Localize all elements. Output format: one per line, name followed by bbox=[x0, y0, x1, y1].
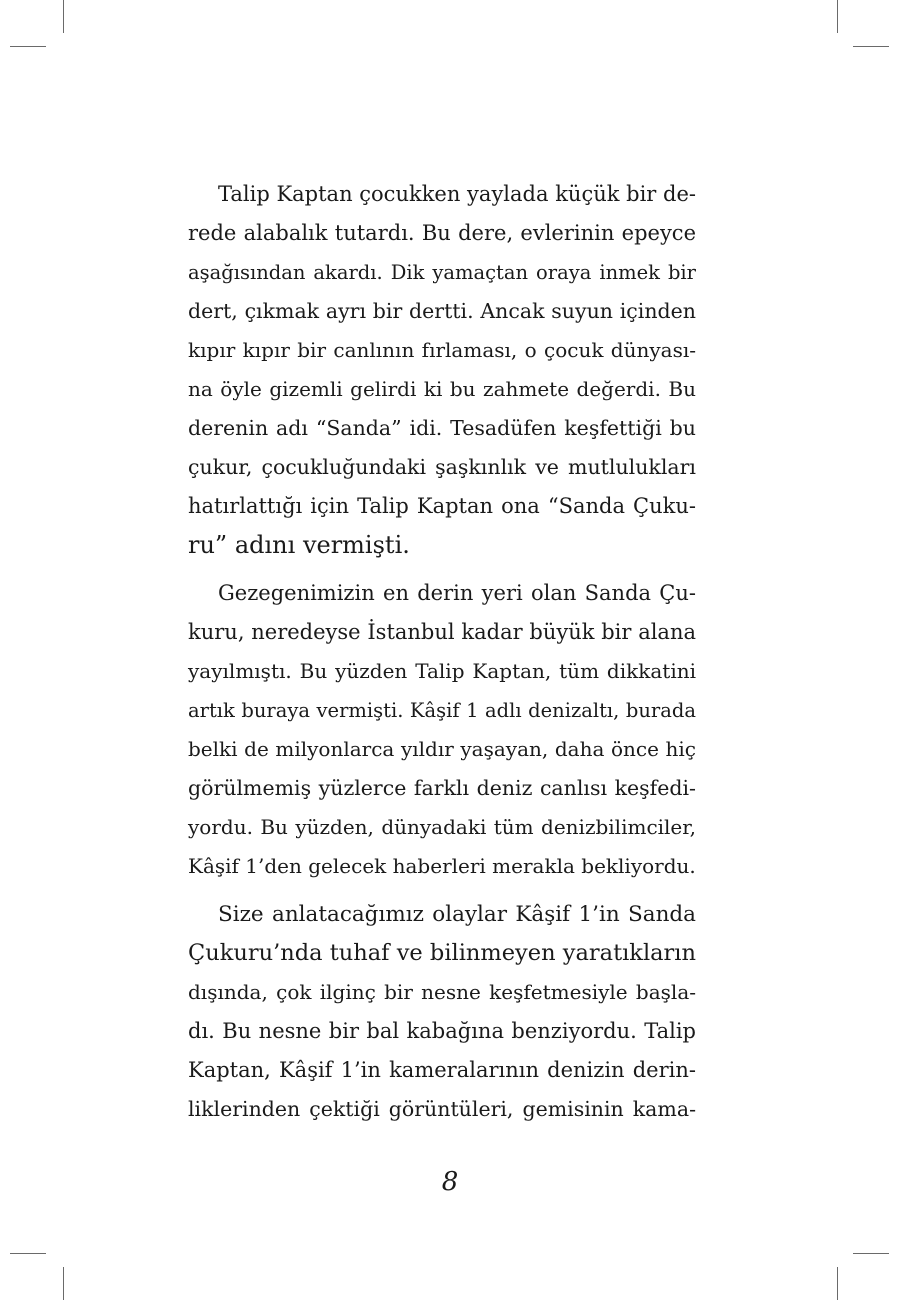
text-line: aşağısından akardı. Dik yamaçtan oraya inmek bir bbox=[188, 261, 696, 284]
text-line: Talip Kaptan çocukken yaylada küçük bir de- bbox=[218, 182, 696, 206]
crop-mark-top-left-vertical bbox=[63, 0, 64, 33]
crop-mark-top-right-vertical bbox=[837, 0, 838, 33]
text-line: belki de milyonlarca yıldır yaşayan, daha önce hiç bbox=[188, 737, 696, 761]
text-line: rede alabalık tutardı. Bu dere, evlerinin epeyce bbox=[188, 221, 696, 245]
paragraph-2 bbox=[188, 574, 696, 886]
text-line: Kâşif 1’den gelecek haberleri merakla bekliyordu. bbox=[188, 854, 696, 878]
text-line: dı. Bu nesne bir bal kabağına benziyordu. Talip bbox=[188, 1019, 696, 1043]
body-text bbox=[188, 175, 696, 1138]
crop-mark-top-right-horizontal bbox=[853, 46, 889, 47]
text-line: görülmemiş yüzlerce farklı deniz canlısı keşfedi- bbox=[188, 776, 696, 800]
text-line: dışında, çok ilginç bir nesne keşfetmesiyle başla- bbox=[188, 980, 696, 1004]
paragraph-1 bbox=[188, 175, 696, 565]
crop-mark-bottom-left-horizontal bbox=[10, 1253, 46, 1254]
text-line: yayılmıştı. Bu yüzden Talip Kaptan, tüm dikkatini bbox=[188, 659, 696, 683]
text-line: artık buraya vermişti. Kâşif 1 adlı denizaltı, burada bbox=[188, 699, 696, 722]
paragraph-3 bbox=[188, 895, 696, 1129]
crop-mark-bottom-left-vertical bbox=[63, 1267, 64, 1300]
page-number: 8 bbox=[441, 1167, 459, 1197]
crop-mark-bottom-right-horizontal bbox=[853, 1253, 889, 1254]
text-line: kuru, neredeyse İstanbul kadar büyük bir alana bbox=[188, 620, 696, 644]
text-line: Çukuru’nda tuhaf ve bilinmeyen yaratıkların bbox=[188, 940, 696, 966]
text-line: liklerinden çektiği görüntüleri, gemisinin kama- bbox=[188, 1097, 696, 1121]
text-line: yordu. Bu yüzden, dünyadaki tüm denizbilimciler, bbox=[188, 815, 696, 839]
text-line: na öyle gizemli gelirdi ki bu zahmete değerdi. Bu bbox=[188, 377, 696, 401]
text-line: hatırlattığı için Talip Kaptan ona “Sanda Çuku- bbox=[188, 494, 696, 518]
text-line: ru” adını vermişti. bbox=[188, 531, 410, 559]
text-line: kıpır kıpır bir canlının fırlaması, o çocuk dünyası- bbox=[188, 338, 696, 362]
text-line: dert, çıkmak ayrı bir dertti. Ancak suyun içinden bbox=[188, 299, 696, 323]
text-line: Kaptan, Kâşif 1’in kameralarının denizin derin- bbox=[188, 1058, 696, 1082]
text-line: Gezegenimizin en derin yeri olan Sanda Çu- bbox=[218, 581, 696, 605]
text-line: Size anlatacağımız olaylar Kâşif 1’in Sanda bbox=[218, 902, 696, 927]
crop-mark-bottom-right-vertical bbox=[837, 1267, 838, 1300]
crop-mark-top-left-horizontal bbox=[10, 46, 46, 47]
text-line: çukur, çocukluğundaki şaşkınlık ve mutlulukları bbox=[188, 455, 696, 479]
text-line: derenin adı “Sanda” idi. Tesadüfen keşfettiği bu bbox=[188, 416, 696, 440]
